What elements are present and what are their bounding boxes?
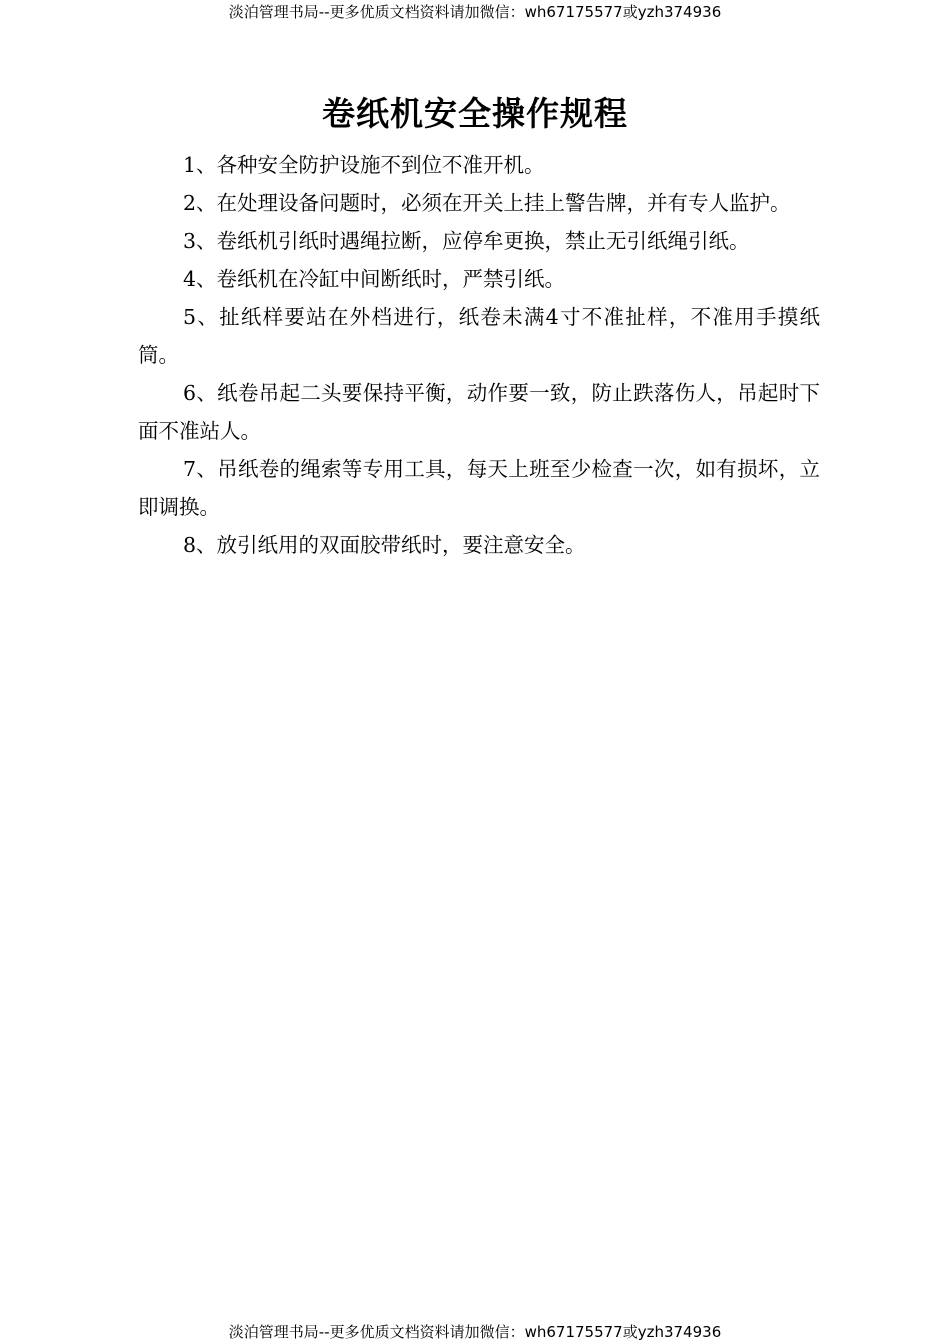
rule-item: 6、纸卷吊起二头要保持平衡，动作要一致，防止跌落伤人，吊起时下面不准站人。 xyxy=(138,381,820,443)
page-header: 淡泊管理书局--更多优质文档资料请加微信：wh67175577或yzh374936 xyxy=(228,3,722,21)
rule-item: 4、卷纸机在冷缸中间断纸时，严禁引纸。 xyxy=(183,267,566,291)
rule-item: 7、吊纸卷的绳索等专用工具，每天上班至少检查一次，如有损坏，立即调换。 xyxy=(138,457,820,519)
rule-item: 3、卷纸机引纸时遇绳拉断，应停牟更换，禁止无引纸绳引纸。 xyxy=(183,229,750,253)
page-footer: 淡泊管理书局--更多优质文档资料请加微信：wh67175577或yzh374936 xyxy=(228,1323,722,1341)
rule-item: 5、扯纸样要站在外档进行，纸卷未满4寸不准扯样，不准用手摸纸筒。 xyxy=(138,305,820,367)
rule-item: 2、在处理设备问题时，必须在开关上挂上警告牌，并有专人监护。 xyxy=(183,191,791,215)
document-body xyxy=(138,146,820,564)
document-title: 卷纸机安全操作规程 xyxy=(322,94,628,133)
rule-item: 8、放引纸用的双面胶带纸时，要注意安全。 xyxy=(183,533,586,557)
rule-item: 1、各种安全防护设施不到位不准开机。 xyxy=(183,153,545,177)
